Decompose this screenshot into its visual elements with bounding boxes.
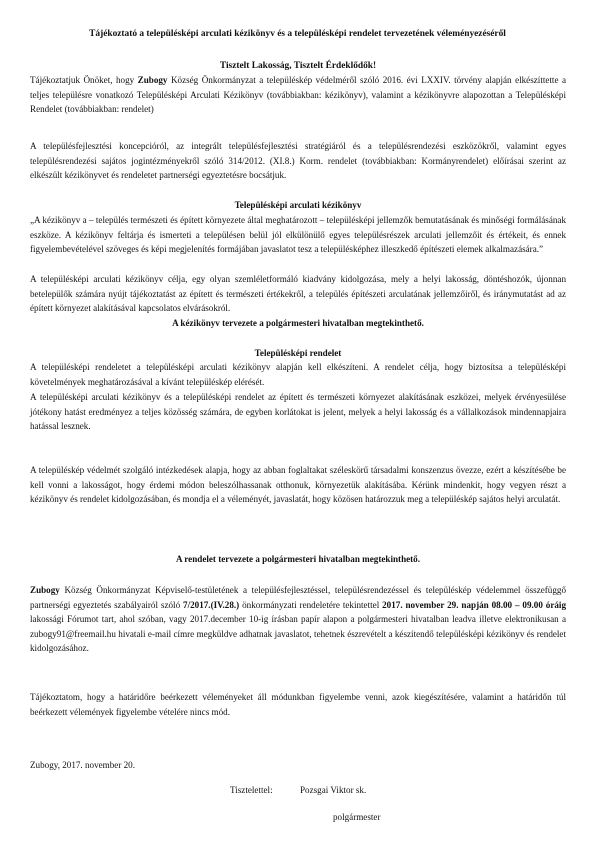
signature-label: Tisztelettel: (230, 785, 273, 795)
regulation-heading: Településképi rendelet (254, 348, 342, 358)
intro-paragraph (30, 73, 566, 117)
municipality-name: Zubogy (137, 75, 168, 85)
regulation-paragraph-3: A településkép védelmét szolgáló intézkedések alapja, hogy az abban foglaltakat széleskörű társadalmi konszenzus övezze, ezért a készítésébe be kell vonni a lakosságot, hogy érdemi módon beleszólhassanak otthonuk, környezetük alakításába. Kérünk mindenkit, hogy vegyen részt a kézikönyv és rendelet kidolgozásában, és mondja el a véleményét, javaslatát, hogy közösen határozzuk meg a településkép sajátos helyi arculatát. (30, 465, 566, 505)
greeting: Tisztelt Lakosság, Tisztelt Érdeklődők! (219, 61, 377, 71)
closing-paragraph: Tájékoztatom, hogy a határidőre beérkezett véleményeket áll módunkban figyelembe venni, azok kiegészítésére, valamint a határidőn túl beérkezett vélemények figyelembe vételére nincs mód. (30, 692, 566, 717)
regulation-paragraph-2: A településképi arculati kézikönyv és a településképi rendelet az épített és természeti környezet alakításának eszközei, melyek érvényesülése jótékony hatást eredményez a teljes közösség számára, de egyben korlátokat is jelent, melyek a helyi lakosság és a vállalkozások mindennapjaira hatással lesznek. (30, 392, 566, 432)
intro-text-continued: Község Önkormányzat a településkép védelméről szóló 2016. évi LXXIV. törvény alapján elkészíttette a teljes településre vonatkozó Településképi Arculati Kézikönyv (továbbiakban: kézikönyv), valamint a kézikönyvre alapozottan a Településképi Rendelet (továbbiakban: rendelet) (30, 75, 567, 115)
consultation-text: lakossági Fórumot tart, ahol szóban, vagy 2017.december 10-ig írásban papír alapon a polgármesteri hivatalban leadva illetve elektronikusan a zubogy91@freemail.hu hivatali e-mail címre megküldve adhatnak javaslatot, tehetnek észrevételt a készítendő településképi kézikönyv és rendelet kidolgozásához. (30, 614, 566, 654)
consultation-paragraph (30, 583, 566, 656)
forum-date-time: 2017. november 29. napján 08.00 – 09.00 óráig (382, 599, 566, 610)
decree-number: 7/2017.(IV.28.) (183, 599, 240, 610)
signatory-name: Pozsgai Viktor sk. (300, 785, 367, 795)
legal-basis-paragraph: A településfejlesztési koncepcióról, az integrált településfejlesztési stratégiáról és a településrendezési eszközökről, valamint egyes településrendezési sajátos jogintézményekről szóló 314/2012. (XI.8.) Korm. rendelet (továbbiakban: Kormányrendelet) előírásai szerint az elkészült kézikönyvet és rendeletet partnerségi egyeztetésre bocsátjuk. (30, 141, 566, 181)
intro-text: Tájékoztatjuk Önöket, hogy (30, 75, 138, 85)
handbook-notice: A kézikönyv tervezete a polgármesteri hivatalban megtekinthető. (172, 318, 424, 328)
regulation-notice: A rendelet tervezete a polgármesteri hivatalban megtekinthető. (175, 554, 421, 564)
municipality-name: Zubogy (30, 585, 60, 595)
consultation-text: önkormányzati rendeletére tekintettel (239, 599, 383, 610)
regulation-paragraph-1: A településképi rendeletet a településképi arculati kézikönyv alapján kell elkészíteni. A rendelet célja, hogy biztosítsa a településképi követelmények meghatározásával a kívánt településkép elérését. (30, 362, 566, 387)
signatory-role: polgármester (333, 812, 381, 822)
consultation-text: Község Önkormányzat Képviselő-testületének a településfejlesztéssel, településrendezéssel és településkép védelemmel összefüggő partnerségi egyeztetés szabályairól szóló (30, 585, 566, 610)
document-title: Tájékoztató a településképi arculati kézikönyv és a településképi rendelet tervezetének véleményezéséről (89, 29, 506, 39)
place-date: Zubogy, 2017. november 20. (30, 760, 135, 770)
handbook-purpose: A településképi arculati kézikönyv célja, egy olyan szemléletformáló kiadvány kidolgozása, mely a helyi lakosság, döntéshozók, újonnan betelepülők számára nyújt tájékoztatást az épített és természeti értékekről, a település építészeti arculatának jellemzőiről, és iránymutatást ad az épített környezet alakításával kapcsolatos elvárásokról. (30, 274, 566, 314)
handbook-heading: Településképi arculati kézikönyv (234, 200, 362, 210)
handbook-quote: „A kézikönyv a – település természeti és épített környezete által meghatározott – településképi jellemzők bemutatásának és minőségi formálásának eszköze. A kézikönyv feltárja és ismerteti a településen belül jól elkülönülő egyes településrészek arculati jellemzőit és értékeit, és ennek figyelembevételével szöveges és képi megjelenítés formájában javaslatot tesz a településképhez illeszkedő építészeti elemek alkalmazására.” (30, 215, 566, 255)
